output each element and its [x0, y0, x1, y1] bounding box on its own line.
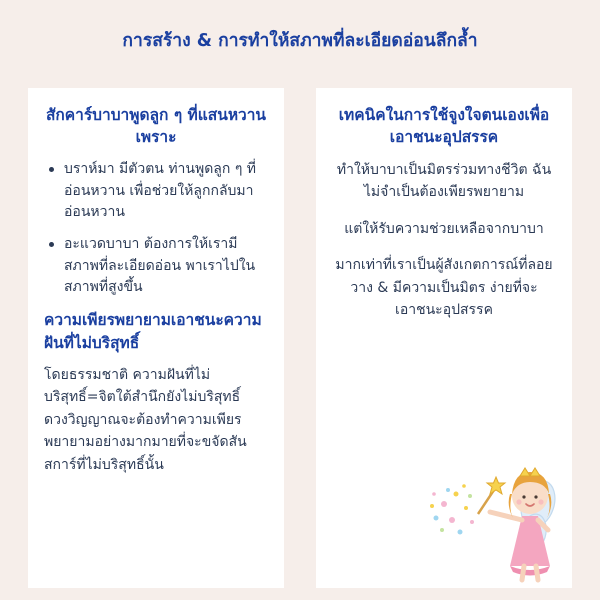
left-heading-1: สักคาร์บาบาพูดลูก ๆ ที่แสนหวาน เพราะ — [45, 106, 267, 147]
right-paragraph-3: มากเท่าที่เราเป็นผู้สังเกตการณ์ที่ลอยวาง & มีความเป็นมิตร ง่ายที่จะเอาชนะอุปสรรค — [335, 257, 553, 318]
left-column-card — [28, 88, 284, 588]
right-heading: เทคนิคในการใช้จูงใจตนเองเพื่อเอาชนะอุปสรรค — [338, 106, 550, 147]
right-column-card — [316, 88, 572, 588]
left-heading-2: ความเพียรพยายามเอาชนะความฝันที่ไม่บริสุทธิ์ — [44, 311, 262, 352]
right-paragraph-2: แต่ให้รับความช่วยเหลือจากบาบา — [344, 220, 544, 237]
content-columns — [0, 88, 600, 588]
list-item: อะแวดบาบา ต้องการให้เรามีสภาพที่ละเอียดอ่อน พาเราไปในสภาพที่สูงขึ้น — [62, 234, 268, 299]
page-title: การสร้าง & การทำให้สภาพที่ละเอียดอ่อนลึกล้ำ — [122, 31, 478, 51]
right-paragraph-1: ทำให้บาบาเป็นมิตรร่วมทางชีวิต ฉันไม่จำเป็นต้องเพียรพยายาม — [336, 161, 552, 201]
list-item: บราห์มา มีตัวตน ท่านพูดลูก ๆ ที่อ่อนหวาน เพื่อช่วยให้ลูกกลับมาอ่อนหวาน — [62, 159, 268, 224]
fairy-illustration — [426, 434, 566, 584]
left-bullet-list — [44, 159, 268, 299]
left-paragraph: โดยธรรมชาติ ความฝันที่ไม่บริสุทธิ์=จิตใต้สำนึกยังไม่บริสุทธิ์ ดวงวิญญาณจะต้องทำความเพียรพยายามอย่างมากมายที่จะขจัดสันสการ์ที่ไม่บริสุทธิ์นั้น — [44, 367, 247, 473]
